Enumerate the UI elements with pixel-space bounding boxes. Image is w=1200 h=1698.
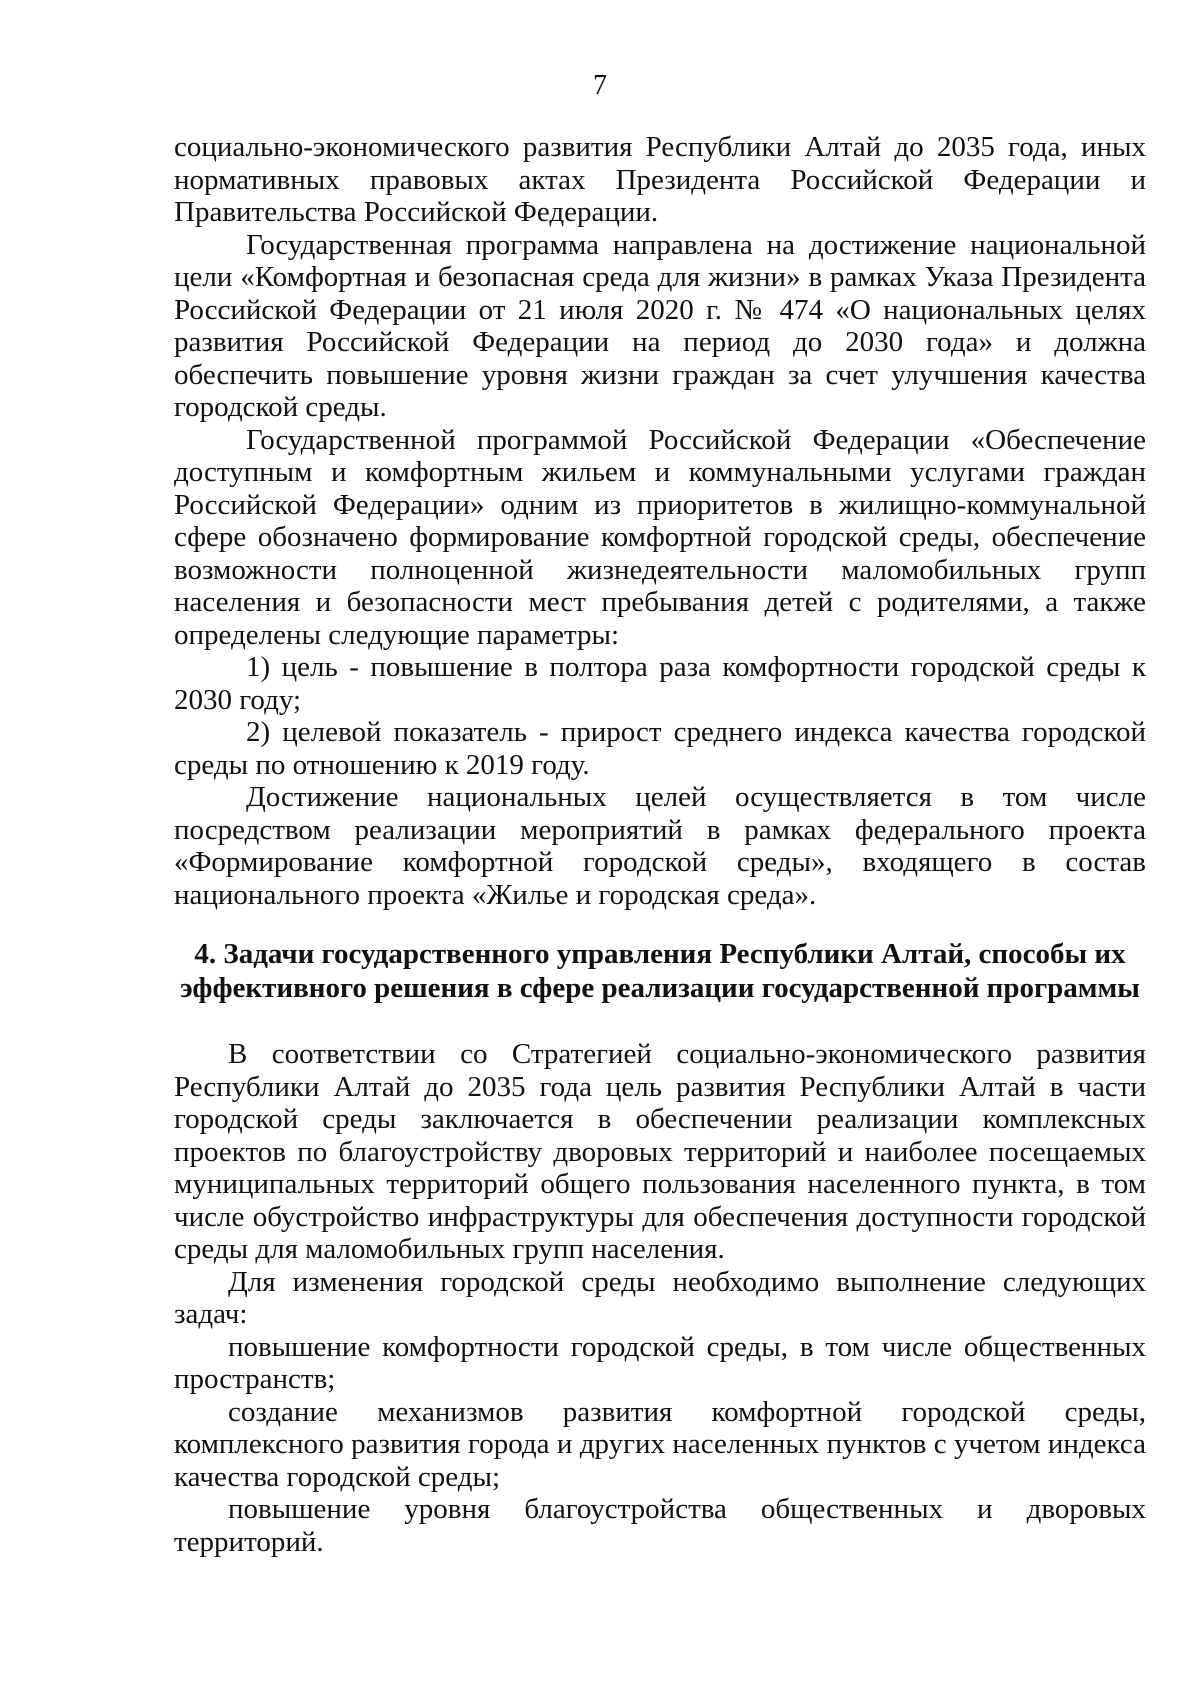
paragraph-federal-program: Государственной программой Российской Федерации «Обеспечение доступным и комфортным жильем и коммунальными услугами граждан Российской Федерации» одним из приоритетов в жилищно-коммунальной сфере обозначено формирование комфортной городской среды, обеспечение возможности полноценной жизнедеятельности маломобильных групп населения и безопасности мест пребывания детей с родителями, а также определены следующие параметры: xyxy=(174,423,1146,651)
paragraph-federal-project: Достижение национальных целей осуществляется в том числе посредством реализации мероприятий в рамках федерального проекта «Формирование комфортной городской среды», входящего в состав национального проекта «Жилье и городская среда». xyxy=(174,781,1146,911)
list-item-task-mechanisms: создание механизмов развития комфортной городской среды, комплексного развития города и других населенных пунктов с учетом индекса качества городской среды; xyxy=(174,1395,1146,1493)
page-number: 7 xyxy=(593,70,607,101)
paragraph-tasks-intro: Для изменения городской среды необходимо выполнение следующих задач: xyxy=(174,1265,1146,1330)
list-item-target-indicator: 2) целевой показатель - прирост среднего индекса качества городской среды по отношению к 2019 году. xyxy=(174,716,1146,781)
paragraph-continuation: социально-экономического развития Республики Алтай до 2035 года, иных нормативных правовых актах Президента Российской Федерации и Правительства Российской Федерации. xyxy=(174,131,1146,228)
list-item-task-comfort: повышение комфортности городской среды, в том числе общественных пространств; xyxy=(174,1330,1146,1395)
list-item-task-improvement: повышение уровня благоустройства общественных и дворовых территорий. xyxy=(174,1493,1146,1558)
list-item-goal: 1) цель - повышение в полтора раза комфортности городской среды к 2030 году; xyxy=(174,651,1146,716)
paragraph-national-goal: Государственная программа направлена на достижение национальной цели «Комфортная и безопасная среда для жизни» в рамках Указа Президента Российской Федерации от 21 июля 2020 г. № 474 «О национальных целях развития Российской Федерации на период до 2030 года» и должна обеспечить повышение уровня жизни граждан за счет улучшения качества городской среды. xyxy=(174,228,1146,423)
document-body-bottom xyxy=(174,1038,1146,1558)
section-heading: 4. Задачи государственного управления Республики Алтай, способы их эффективного решения в сфере реализации государственной программы xyxy=(180,938,1140,1004)
document-body-top xyxy=(174,131,1146,911)
paragraph-strategy: В соответствии со Стратегией социально-экономического развития Республики Алтай до 2035 года цель развития Республики Алтай в части городской среды заключается в обеспечении реализации комплексных проектов по благоустройству дворовых территорий и наиболее посещаемых муниципальных территорий общего пользования населенного пункта, в том числе обустройство инфраструктуры для обеспечения доступности городской среды для маломобильных групп населения. xyxy=(174,1038,1146,1265)
